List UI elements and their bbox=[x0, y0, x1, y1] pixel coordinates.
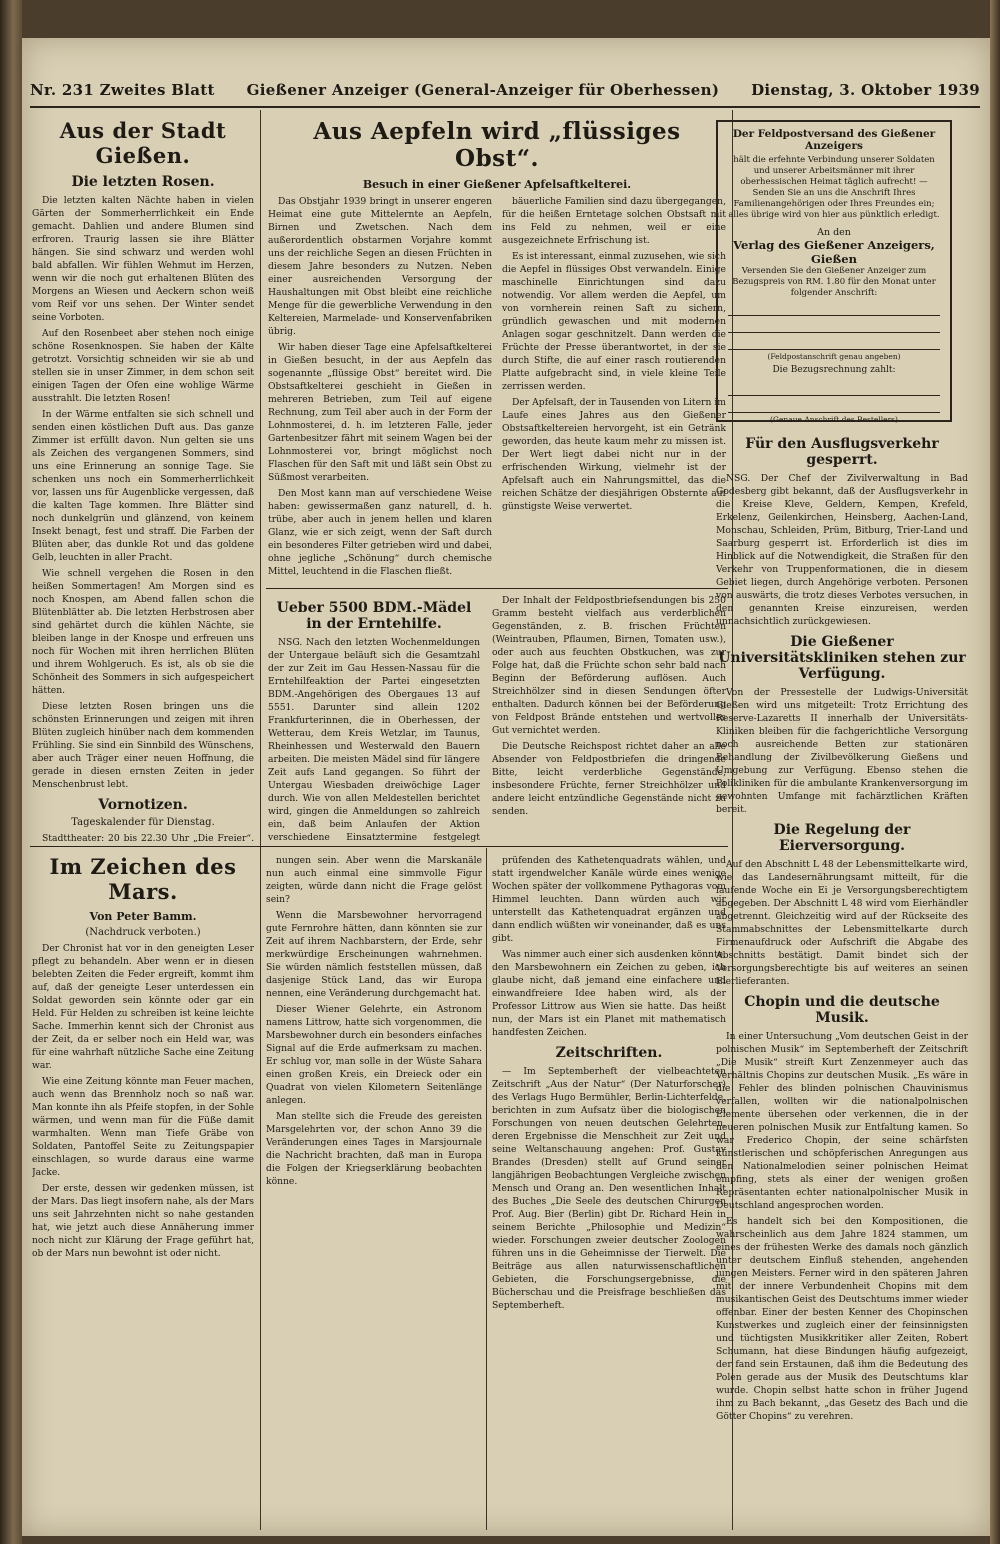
paragraph: Stadttheater: 20 bis 22.30 Uhr „Die Freier“. bbox=[42, 833, 254, 842]
article-obst bbox=[268, 118, 726, 584]
paragraph: Was nimmer auch einer sich ausdenken könnte, den Marsbewohnern ein Zeichen zu geben, ich glaube nicht, daß jemand eine einfachere und einwandfreiere Idee haben wird, als der Professor Littrow aus Wien sie hatte. Das heißt nun, der Mars ist ein Planet mit mathematisch handfesten Zeichen. bbox=[492, 949, 726, 1038]
section-rule bbox=[266, 588, 728, 589]
paragraph: In einer Untersuchung „Vom deutschen Geist in der polnischen Musik“ im Septemberheft der Zeitschrift „Die Musik“ streift Kurt Zenzenmeyer auch das Verhältnis Chopins zur deutschen Musik. „Es wäre in die Fehler des blinden polnischen Chauvinismus verfallen, wollten wir die nationalpolnischen Elemente übersehen oder verkennen, die in der neueren polnischen Musik zur Entfaltung kamen. So war Frederico Chopin, der seine schärfsten künstlerischen und schöpferischen Anregungen aus den Nationalmelodien seiner polnischen Heimat empfing, stets als einer der wenigen großen Repräsentanten echter nationalpolnischer Musik in Deutschland angesprochen worden. bbox=[716, 1031, 968, 1211]
paragraph: Wie schnell vergehen die Rosen in den heißen Sommertagen! Am Morgen sind es noch Knospen, am Abend fallen schon die Blütenblätter ab. Die letzten Herbstrosen aber sind gehärtet durch die kühlen Nächte, sie bleiben lange in der Knospe und erfreuen uns noch für Wochen mit ihren herrlichen Blüten und ihrem Wohlgeruch. Es ist, als ob sie die Schönheit des Sommers in sich aufgespeichert hätten. bbox=[32, 568, 254, 696]
paragraph: Auf den Rosenbeet aber stehen noch einige schöne Rosenknospen. Sie haben der Kälte getrotzt. Vorsichtig schneiden wir sie ab und stellen sie in unser Zimmer, in dem schon seit einigen Tagen der Ofen eine wohlige Wärme ausstrahlt. Die letzten Rosen! bbox=[32, 328, 254, 404]
stadt-subtitle: Die letzten Rosen. bbox=[71, 174, 215, 190]
paragraph: Es handelt sich bei den Kompositionen, die wahrscheinlich aus dem Jahre 1824 stammen, um eines der frühesten Werke des damals noch gänzlich unter deutschem Einfluß stehenden, angehenden jungen Meisters. Ferner wird in den späteren Jahren mit der innere Verbundenheit Chopins mit dem musikantischen Geist des Deutschtums immer wieder offenbar. Einer der besten Kenner des Chopinschen Kunstwerkes und zugleich einer der feinsinnigsten und tüchtigsten Musikkritiker aller Zeiten, Robert Schumann, hat diese Bindungen häufig aufgezeigt, der fand sein Erstaunen, daß ihm die Bedeutung des Polen gerade aus der Musik des Deutschtums klar wurde. Chopin selbst hatte schon in früher Jugend ihm zu Bach bekannt, „das Gesetz des Bach und die Götter Chopins“ zu verehren. bbox=[716, 1216, 968, 1422]
stadt-title: Aus der Stadt Gießen. bbox=[59, 118, 227, 168]
address-line[interactable] bbox=[728, 299, 940, 316]
box-order: Versenden Sie den Gießener Anzeiger zum Bezugspreis von RM. 1.80 für den Monat unter folgender Anschrift: bbox=[732, 266, 936, 298]
paragraph: Das Obstjahr 1939 bringt in unserer engeren Heimat eine gute Mittelernte an Aepfeln, Birnen und Zwetschen. Nach dem außerordentlich obstarmen Vorjahre kommt uns der reichliche Segen an diesen Früchten in diesem Jahre besonders zu Nutzen. Neben einer ausreichenden Versorgung der Haushaltungen mit Obst bleibt eine reichliche Menge für die gewerbliche Verwendung in den Keltereien, Marmelade- und Konservenfabriken übrig. bbox=[268, 196, 492, 337]
article-mars-end bbox=[492, 854, 726, 1530]
section-rule bbox=[30, 846, 728, 847]
column-right bbox=[716, 430, 968, 1530]
address-line[interactable] bbox=[728, 333, 940, 350]
paragraph: Die letzten kalten Nächte haben in vielen Gärten der Sommerherrlichkeit ein Ende gemacht. Dahlien und andere Blumen sind erfroren. Traurig lassen sie ihre Blätter hängen. Sie sind schwarz und werden wohl bald abfallen. Wir fühlen Wehmut im Herzen, wenn wir die noch gut erhaltenen Blüten des Morgens an Wiesen und Aeckern schon weiß vom Reif vor uns sehen. Der Winter sendet seine Vorboten. bbox=[32, 195, 254, 323]
paragraph: nungen sein. Aber wenn die Marskanäle nun auch einmal eine simmvolle Figur zeigten, würde dann nicht die Frage gelöst sein? bbox=[266, 855, 482, 905]
box-an: An den bbox=[817, 227, 851, 238]
paragraph: Der Inhalt der Feldpostbriefsendungen bis 250 Gramm besteht vielfach aus verderblichen Gegenständen, z. B. frischen Früchten (Weintrauben, Pflaumen, Birnen, Tomaten usw.), oder auch aus feuchten Obstkuchen, was zur Folge hat, daß die Früchte schon sehr bald nach Beginn der Beförderung auflösen. Auch Streichhölzer sind in diesen Sendungen öfter enthalten. Dadurch können bei der Beförderung von Feldpost Brände entstehen und wertvolles Gut vernichtet werden. bbox=[492, 595, 726, 736]
chopin-title: Chopin und die deutsche Musik. bbox=[744, 994, 940, 1026]
article-bdm bbox=[268, 594, 480, 842]
paragraph: NSG. Der Chef der Zivilverwaltung in Bad Godesberg gibt bekannt, daß der Ausflugsverkehr in die Kreise Kleve, Geldern, Kempen, Krefeld, Erkelenz, Geilenkirchen, Heinsberg, Aachen-Land, Monschau, Schleiden, Prüm, Bitburg, Trier-Land und Saarburg gesperrt ist. Erforderlich ist dies im Hinblick auf die Notwendigkeit, die Straßen für den Verkehr von Truppenformationen, die in diesem Gebiet liegen, durch Angehörige verboten. Personen von auswärts, die trotz dieses Verbotes versuchen, in den genannten Kreise einzureisen, werden unnachsichtlich zurückgewiesen. bbox=[716, 473, 968, 627]
masthead-rule bbox=[30, 106, 980, 108]
obst-col-b bbox=[502, 195, 726, 581]
box-caption-feldpost: (Feldpostanschrift genau angeben) bbox=[767, 352, 901, 361]
newspaper-page bbox=[22, 38, 990, 1536]
bdm-title: Ueber 5500 BDM.-Mädel in der Erntehilfe. bbox=[276, 600, 472, 632]
ausflug-title: Für den Ausflugsverkehr gesperrt. bbox=[745, 436, 939, 468]
paragraph: — Im Septemberheft der vielbeachteten Zeitschrift „Aus der Natur“ (Der Naturforscher) des Verlags Hugo Bermühler, Berlin-Lichterfelde, berichten in zum Aufsatz über die biologischen Forschungen von neuen deutschen Gelehrten, deren Ergebnisse die Menschheit zur Zeit und seine Weltanschauung angehen: Prof. Gustav Brandes (Dresden) stellt auf Grund seiner langjährigen Beobachtungen Vergleiche zwischen Mensch und Orang an. Den wesentlichen Inhalt des Buches „Die Seele des deutschen Chirurgen Prof. Aug. Bier (Berlin) gibt Dr. Richard Hein in seinem Berichte „Philosophie und Medizin“ wieder. Forschungen zweier deutscher Zoologen führen uns in die Geheimnisse der Tierwelt. Die Beiträge aus allen naturwissenschaftlichen Gebieten, die Forschungsergebnisse, die Bücherschau und die Preisfrage beschließen das Septemberheft. bbox=[492, 1066, 726, 1311]
column-rule bbox=[486, 848, 487, 1530]
paragraph: Die Deutsche Reichspost richtet daher an alle Absender von Feldpostbriefen die dringende Bitte, leicht verderbliche Gegenstände, insbesondere Früchte, ferner Streichhölzer und andere leicht entzündliche Gegenstände nicht zu senden. bbox=[492, 741, 726, 817]
obst-col-a bbox=[268, 195, 492, 581]
mars-author: Von Peter Bamm. bbox=[89, 910, 197, 923]
vornotizen-subtitle: Tageskalender für Dienstag. bbox=[71, 817, 215, 828]
paragraph: Der Chronist hat vor in den geneigten Leser pflegt zu behandeln. Aber wenn er in diesen belebten Zeiten die Feder ergreift, kommt ihm auf, daß der geneigte Leser unterdessen ein Soldat geworden sein könnte oder gar ein Held. Für Helden zu schreiben ist keine leichte Sache. Immerhin kennt sich der Chronist aus der Zeit, da er selber noch ein Held war, was für eine wahrhaft nützliche Sache eine Zeitung war. bbox=[32, 943, 254, 1071]
column-rule bbox=[260, 110, 261, 1530]
zeitschriften-title: Zeitschriften. bbox=[555, 1045, 663, 1061]
paragraph: Man stellte sich die Freude des gereisten Marsgelehrten vor, der schon Anno 39 die Veränderungen eines Tages in Marsjournale die Nachricht brachten, daß man in Europa die Folgen der Kriegserklärung beobachten könne. bbox=[266, 1111, 482, 1187]
issue-date: Dienstag, 3. Oktober 1939 bbox=[751, 81, 980, 99]
paragraph: Es ist interessant, einmal zuzusehen, wie sich die Aepfel in flüssiges Obst verwandeln. Einige maschinelle Einrichtungen sind dazu notwendig. Vor allem werden die Aepfel, um von vornherein reinen Saft zu sichern, gründlich gewaschen und mit modernen Anlagen sogar geschnitzelt. Dann werden die Früchte der Presse überantwortet, in der sie durch Stifte, die auf einer rasch routierenden Platte aufgebracht sind, in viele kleine Teile zerrissen werden. bbox=[502, 251, 726, 392]
mars-title: Im Zeichen des Mars. bbox=[49, 854, 237, 904]
paragraph: NSG. Nach den letzten Wochenmeldungen der Untergaue beläuft sich die Gesamtzahl der zur Zeit im Gau Hessen-Nassau für die Erntehilfeaktion der Partei eingesetzten BDM.-Angehörigen des Obergaues 13 auf 5551. Darunter sind allein 1202 Frankfurterinnen, die in Oberhessen, der Wetterau, dem Kreis Wetzlar, im Taunus, Rheinhessen und Westerwald den Bauern arbeiten. Die meisten Mädel sind für längere Zeit aufs Land gegangen. So führt der Untergau Wiesbaden dreiwöchige Lager durch. Wie von allen Meldestellen berichtet wird, gingen die Anmeldungen so zahlreich ein, daß beim Anlaufen der Aktion verschiedene Einsatztermine festgelegt bbox=[268, 637, 480, 842]
article-mars bbox=[32, 854, 254, 1530]
address-line[interactable] bbox=[728, 316, 940, 333]
binding-strip bbox=[0, 0, 22, 1544]
paragraph: Der Apfelsaft, der in Tausenden von Litern im Laufe eines Jahres aus den Gießener Obstsaftkeltereien hervorgeht, ist ein Getränk geworden, das heute kaum mehr zu missen ist. Der Wert liegt dabei nicht nur in der erfrischenden Wirkung, vielmehr ist der Apfelsaft auch ein Nahrungsmittel, das die reichen Schätze der diesjährigen Obsternte auf günstigste Weise verwertet. bbox=[502, 397, 726, 512]
article-feldpost-cont bbox=[492, 594, 726, 842]
address-line[interactable] bbox=[728, 379, 940, 396]
paragraph: prüfenden des Kathetenquadrats wählen, und statt irgendwelcher Kanäle würde eines wenige Wochen später der vollkommene Pythagoras vom Himmel leuchten. Dann würden auch wir unterstellt das Kathetenquadrat ergänzen und dann endlich wüßten wir voneinander, daß es uns gibt. bbox=[492, 855, 726, 944]
paragraph: Dieser Wiener Gelehrte, ein Astronom namens Littrow, hatte sich vorgenommen, die Marsbewohner durch ein besonders einfaches Signal auf die Erde aufmerksam zu machen. Er schlug vor, man solle in der Wüste Sahara einen großen Kreis, ein Dreieck oder ein Quadrat von vielen Kilometern Seitenlänge anlegen. bbox=[266, 1004, 482, 1106]
vornotizen-title: Vornotizen. bbox=[98, 797, 188, 813]
mars-note: (Nachdruck verboten.) bbox=[85, 927, 201, 938]
paragraph: Den Most kann man auf verschiedene Weise haben: gewissermaßen ganz naturell, d. h. trübe, aber auch in jenem hellen und klaren Glanz, wie er sich zeigt, wenn der Saft durch ein besonderes Filter getrieben wird und dabei, ohne jegliche „Schönung“ durch chemische Mittel, leuchtend in die Flaschen fließt. bbox=[268, 488, 492, 577]
paragraph: bäuerliche Familien sind dazu übergegangen, für die heißen Erntetage solchen Obstsaft mit ins Feld zu nehmen, weil er eine ausgezeichnete Erfrischung ist. bbox=[502, 196, 726, 246]
eier-title: Die Regelung der Eierversorgung. bbox=[773, 822, 911, 854]
box-title: Der Feldpostversand des Gießener Anzeigers bbox=[732, 128, 936, 152]
obst-title: Aus Aepfeln wird „flüssiges Obst“. bbox=[313, 118, 681, 172]
paper-name: Gießener Anzeiger (General-Anzeiger für Oberhessen) bbox=[246, 81, 720, 99]
obst-subtitle: Besuch in einer Gießener Apfelsaftkelterei. bbox=[362, 178, 632, 191]
paragraph: Wenn die Marsbewohner hervorragend gute Fernrohre hätten, dann könnten sie zur Zeit auf ihrem Nachbarstern, der Erde, sehr merkwürdige Erscheinungen wahrnehmen. Sie würden nämlich feststellen müssen, daß dasjenige Stück Land, das wir Europa nennen, eine Veränderung durchgemacht hat. bbox=[266, 910, 482, 999]
paragraph: Von der Pressestelle der Ludwigs-Universität Gießen wird uns mitgeteilt: Trotz Errichtung des Reserve-Lazaretts II innerhalb der Universitäts-Kliniken bleiben für die fachgerichtliche Versorgung noch ausreichende Betten zur stationären Behandlung der Zivilbevölkerung Gießens und Umgebung zur Verfügung. Ebenso stehen die Polikliniken für die ambulante Krankenversorgung im gewohnten Umfange mit fachärztlichen Kräften bereit. bbox=[716, 687, 968, 815]
paragraph: Der erste, dessen wir gedenken müssen, ist der Mars. Das liegt insofern nahe, als der Mars uns seit Jahrzehnten nicht so nahe gestanden hat, wie jetzt auch diese Annäherung immer noch nicht zur Klärung der Frage geführt hat, ob der Mars nun bewohnt ist oder nicht. bbox=[32, 1183, 254, 1259]
paragraph: Diese letzten Rosen bringen uns die schönsten Erinnerungen und zeigen mit ihren Blüten zugleich hinüber nach dem kommenden Frühling. Sie sind ein Sinnbild des Wünschens, aber auch Träger einer neuen Hoffnung, die gerade in diesen ernsten Zeiten in jeder Menschenbrust lebt. bbox=[32, 701, 254, 790]
paragraph: In der Wärme entfalten sie sich schnell und senden einen köstlichen Duft aus. Das ganze Zimmer ist erfüllt davon. Nun gelten sie uns als Zeichen des vergangenen Sommers, sind uns eine Erinnerung an sonnige Tage. Sie schenken uns noch ein Sommerherrlichkeit vor, lassen uns für Augenblicke vergessen, daß die kalten Tage kommen. Ihre Blätter sind noch dunkelgrün und glänzend, von keinem Insekt benagt, fest und straff. Die Farben der Blüten aber, das dunkle Rot und das goldene Gelb, leuchten in aller Pracht. bbox=[32, 409, 254, 563]
article-mars-cont bbox=[266, 854, 482, 1530]
issue-number: Nr. 231 Zweites Blatt bbox=[30, 81, 215, 99]
box-count: Die Bezugsrechnung zahlt: bbox=[772, 365, 896, 375]
column-stadt bbox=[32, 118, 254, 842]
masthead bbox=[30, 78, 980, 102]
box-caption-besteller: (Genaue Anschrift des Bestellers) bbox=[770, 415, 898, 424]
address-line[interactable] bbox=[728, 396, 940, 413]
feldpost-order-box bbox=[716, 120, 952, 422]
box-verlag: Verlag des Gießener Anzeigers, Gießen bbox=[733, 238, 935, 266]
box-text: hält die erfehnte Verbindung unserer Soldaten und unserer Arbeitsmänner mit ihrer oberhessischen Heimat täglich aufrecht! — Senden Sie an uns die Anschrift Ihres Familienangehörigen oder Ihres Freundes ein; alles übrige wird von hier aus pünktlich erledigt. bbox=[728, 155, 940, 220]
paragraph: Auf den Abschnitt L 48 der Lebensmittelkarte wird, wie das Landesernährungsamt mitteilt, für die laufende Woche ein Ei je Versorgungsberechtigtem abgegeben. Der Abschnitt L 48 wird vom Eierhändler abgetrennt. Gleichzeitig wird auf der Rückseite des Stammabschnittes der Lebensmittelkarte durch Firmenaufdruck oder Aufschrift die Abgabe des Abschnitts bestätigt. Damit bindet sich der Versorgungsberechtigte bis auf weiteres an seinen Eierlieferanten. bbox=[716, 859, 968, 987]
paragraph: Wie eine Zeitung könnte man Feuer machen, auch wenn das Brennholz noch so naß war. Man konnte ihn als Pfeife stopfen, in der Sohle wärmen, und wenn man für die Füße damit warmhalten. Wenn man Tiefe Gräbe von Soldaten, Pantoffel Seite zu Zeitungspapier einschlagen, so wurde daraus eine warme Jacke. bbox=[32, 1076, 254, 1178]
page-edge bbox=[990, 0, 1000, 1544]
paragraph: Wir haben dieser Tage eine Apfelsaftkelterei in Gießen besucht, in der aus Aepfeln das sogenannte „flüssige Obst“ bereitet wird. Die Obstsaftkelterei geschieht in Gießen in mehreren Betrieben, zum Teil auf eigene Rechnung, zum Teil aber auch in der Form der Lohnmosterei, d. h. im letzteren Falle, jeder Gartenbesitzer fährt mit seinem Wagen bei der Lohnmosterei vor, bringt möglichst noch Flaschen für den Saft mit und läßt sein Obst zu Süßmost verarbeiten. bbox=[268, 342, 492, 483]
uni-title: Die Gießener Universitätskliniken stehen zur Verfügung. bbox=[718, 634, 966, 682]
